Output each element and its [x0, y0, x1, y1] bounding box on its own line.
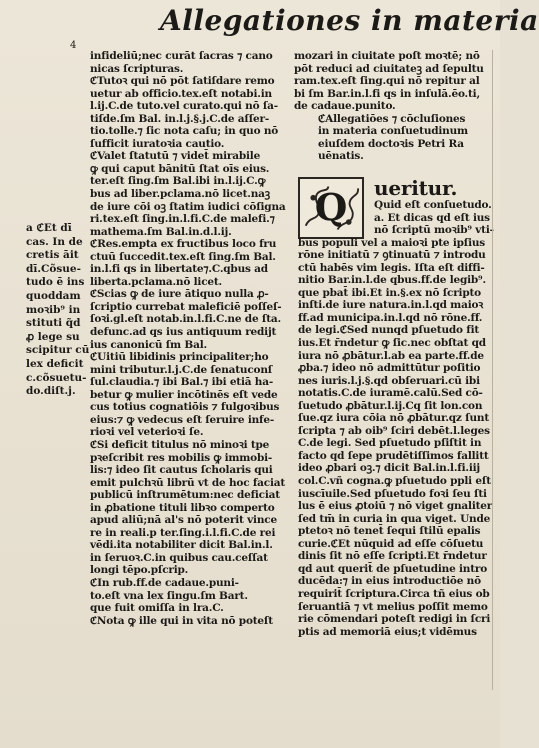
text-line: ueritur.	[374, 176, 458, 200]
section-heading-line: ℭAllegatiōes ⁊ cōcluſiones	[318, 112, 466, 125]
text-line: ℭNota ꝙ ille qui in vita nō poteſt	[90, 614, 273, 627]
margin-note-line: moꝛib⁹ in	[26, 303, 81, 316]
text-line: emit pulchꝛū librū vt de hoc faciat	[90, 476, 286, 489]
text-line: ptetoꝛ nō tenet̄ ſequi ſtilū epalis	[298, 525, 481, 538]
text-line: tiſde.ſm Bal. in.l.j.§.j.C.de aſſer-	[90, 112, 269, 125]
text-line: ſed tm̄ in curia in qua viget. Unde	[298, 512, 491, 525]
text-line: mathema.ſm Bal.in.d.l.ij.	[90, 225, 232, 238]
text-line: in.l.fi qs in libertate⁊.C.qbus ad	[90, 263, 268, 276]
text-line: lus ē eius ꝓtoiū ⁊ nō viget gnaliter	[298, 500, 493, 513]
margin-note-line: ꝓ lege su	[26, 330, 80, 343]
text-line: dinis ſit nō eſſe ſcripti.Et r̄ndetur	[298, 550, 487, 563]
text-line: requirit̄ ſcriptura.Circa tñ eius ob	[298, 587, 490, 600]
text-line: mini tributur.l.j.C.de ſenatuconſ	[90, 363, 273, 376]
text-line: pꝛeſcribit res mobilis ꝙ immobi-	[90, 451, 273, 464]
text-line: bus populi vel a maioꝛi pte ipſius	[298, 236, 486, 249]
text-line: nes iuris.l.j.§.qd obſeruari.cū ibi	[298, 374, 480, 387]
margin-note-line: lex deficit	[26, 357, 84, 370]
text-line: in ſeruoꝛ.C.in quibus cau.ceſſat	[90, 551, 268, 564]
text-line: ſeruantiā ⁊ vt melius poſſit memo	[298, 600, 488, 613]
margin-note-line: quoddam	[26, 289, 81, 302]
text-line: bus ad liber.pclama.nō licet.naꝫ	[90, 188, 270, 201]
text-line: l.ij.C.de tuto.vel curato.qui nō ſa-	[90, 100, 278, 113]
text-line: ſue.qz iura cōia nō ꝓbātur.qz ſunt	[298, 412, 489, 425]
right-body-text	[298, 176, 494, 638]
margin-note-line: cretis āit	[26, 249, 79, 262]
text-line: qd aut querit̄ de pſuetudine intro	[298, 562, 488, 575]
text-line: ℭSi deficit titulus nō minoꝛi tpe	[90, 438, 270, 451]
text-line: ram.tex.eſt ſing.qui nō repitur al	[294, 75, 480, 88]
margin-note	[26, 222, 90, 399]
page-edge-shadow	[486, 50, 493, 690]
text-line: defunc.ad qs ius antiquum redijt	[90, 326, 277, 339]
text-line: ducēda:⁊ in eius introductiōe nō	[298, 575, 481, 588]
margin-note-line: a ℭEt dī	[26, 222, 72, 234]
text-line: notatis.C.de iuramē.calū.Sed cō-	[298, 387, 483, 400]
text-line: re in reali.p ter.ſing.i.l.fi.C.de rei	[90, 526, 276, 539]
text-line: betur ꝙ mulier incōtinēs eſt vede	[90, 388, 278, 401]
text-line: bi ſm Bar.in.l.fi qs in inſulā.ēo.ti,	[294, 87, 480, 100]
margin-note-line: scipitur cū	[26, 344, 90, 357]
svg-text:Q: Q	[314, 185, 348, 230]
text-line: vēdi.ita notabiliter dicit Bal.in.l.	[90, 539, 273, 552]
text-line: iuscīuile.Sed pſuetudo foꝛi ſeu ſti	[298, 487, 487, 500]
margin-note-line: do.diſt.j.	[26, 385, 76, 398]
right-top-text	[294, 50, 490, 163]
text-line: nicas ſcripturas.	[90, 62, 184, 75]
text-line: a. Et dicas qd eſt ius	[374, 211, 490, 224]
left-text-column	[90, 50, 290, 627]
text-line: rōne initiatū ⁊ ꝯtinuatū ⁊ introdu	[298, 249, 486, 262]
text-line: nō ſcriptū moꝛib⁹ vti-	[374, 224, 494, 237]
text-line: ꝓba.⁊ ideo nō admittūtur poſitio	[298, 362, 481, 375]
text-line: C.de legi. Sed pſuetudo pſiſtit in	[298, 437, 482, 450]
text-line: que fuit omiſſa in lra.C.	[90, 602, 224, 615]
text-line: ctuū ſuccedit.tex.eſt ſing.ſm Bal.	[90, 250, 276, 263]
text-line: facto qd ſepe prudētiſſimos fallitt	[298, 449, 489, 462]
text-line: rie cōmendari poteſt redigi in ſcri	[298, 613, 491, 626]
text-line: ſoꝛi.gl.eſt notab.in.l.fi.C.ne de ſta.	[90, 313, 281, 326]
text-line: ꝙ qui caput bānitū ſtat oīs eius.	[90, 162, 270, 175]
text-line: ℭTutoꝛ qui nō pōt ſatiſdare remo	[90, 75, 275, 88]
text-line: ſcripta ⁊ ab oib⁹ ſciri debēt.l.leges	[298, 424, 490, 437]
text-line: rioꝛi vel veterioꝛi ſe.	[90, 426, 204, 439]
text-line: ri.tex.eſt ſing.in.l.fi.C.de malefi.⁊	[90, 213, 275, 226]
section-heading-line: in materia conſuetudinum	[318, 125, 468, 138]
section-heading-line: uēnatis.	[318, 150, 364, 163]
text-line: de legi.ℭSed nunqd pſuetudo fit	[298, 324, 480, 337]
text-line: ſcriptio currebat maleficiē poſſeſ-	[90, 300, 282, 313]
text-line: liberta.pclama.nō licet.	[90, 275, 222, 288]
text-line: infideliū;nec curāt ſacras ⁊ cano	[90, 50, 273, 62]
text-line: nitio Bar.in.l.de qbus.ff.de legib⁹.	[298, 274, 486, 287]
text-line: curie.ℭEt nūquid ad eſſe cōſuetu	[298, 537, 484, 550]
text-line: ℭScias ꝙ de iure ātiquo nulla ꝓ-	[90, 288, 269, 301]
text-line: ſul.claudia.⁊ ibi Bal.⁊ ibi etiā ha-	[90, 376, 273, 389]
text-line: ℭValet ſtatutū ⁊ videt̄ mirabile	[90, 150, 261, 163]
margin-note-line: dī.Cõsue-	[26, 262, 81, 275]
text-line: ptis ad memoriā eius;t vidēmus	[298, 625, 477, 638]
text-line: publicū inſtrumētum:nec deficiat	[90, 489, 280, 502]
text-line: que pbat̄ ibi.Et in.§.ex nō ſcripto	[298, 286, 481, 299]
text-line: ius.Et r̄ndetur ꝙ ſic.nec obſtat qd	[298, 337, 486, 350]
text-line: ℭUitiū libidinis principaliter;ho	[90, 351, 269, 364]
margin-note-line: cas. In de	[26, 235, 83, 248]
text-line: mozari in ciuitate poſt moꝛtē; nō	[294, 50, 480, 62]
text-line: iura nō ꝓbātur.l.ab ea parte.ff.de	[298, 349, 484, 362]
text-line: Quid eſt conſuetudo.	[374, 199, 492, 211]
text-line: ter.eſt ſing.ſm Bal.ibi in.l.ij.C.ꝙ	[90, 175, 266, 188]
text-line: eius:⁊ ꝙ vedecus eſt ſeruire infe-	[90, 413, 274, 426]
text-line: apud aliū;nā al's nō poterit vince	[90, 514, 277, 527]
text-line: uetur ab officio.tex.eſt notabi.in	[90, 87, 272, 100]
text-line: in ꝓbatione tituli libꝛo comperto	[90, 501, 275, 514]
text-line: ſufficit iuratoꝛia cautio.	[90, 137, 225, 150]
text-line: col.C.vñ cogna.ꝙ pſuetudo ppli eſt	[298, 475, 491, 488]
margin-note-line: stituti q̃d	[26, 317, 81, 330]
folio-mark: 4	[70, 40, 77, 51]
text-line: to.eſt vna lex ſingu.ſm Bart.	[90, 589, 248, 602]
text-line: lis:⁊ ideo ſit cautus ſcholaris qui	[90, 464, 273, 477]
text-line: ſuetudo ꝓbātur.l.ij.Cq ſit lon.con	[298, 399, 483, 412]
text-line: ff.ad municipa.in.l.qd nō rōne.ff.	[298, 311, 483, 324]
text-line: tio.tolle.⁊ ſic nota caſu; in quo nō	[90, 125, 279, 138]
text-line: pōt reduci ad ciuitateꝫ ad ſepultu	[294, 62, 484, 75]
text-line: ℭRes.empta ex fructibus loco fru	[90, 238, 277, 251]
text-line: ℭIn rub.ff.de cadaue.puni-	[90, 576, 239, 589]
margin-note-line: tudo ē ins	[26, 276, 85, 289]
section-heading-line: eiuſdem doctoꝛis Petri Ra	[318, 137, 464, 150]
text-line: ctū habēs vim legis. Iſta eſt diffi-	[298, 261, 485, 274]
margin-note-line: c.cõsuetu-	[26, 371, 87, 384]
text-line: inſti.de iure natura.in.l.qd maioꝛ	[298, 299, 484, 312]
text-line: ius canonicū ſm Bal.	[90, 338, 207, 351]
running-header: Allegationes in materia	[160, 4, 539, 37]
text-line: longi tēpo.pſcrip.	[90, 564, 189, 577]
text-line: de cadaue.punito.	[294, 100, 396, 113]
text-line: de iure cōi oꝫ ſtatim iudici cōſigna	[90, 200, 286, 213]
text-line: cus totius cognatiōis ⁊ fulgoꝛibus	[90, 401, 280, 414]
text-line: ideo ꝓbari oꝫ.⁊ dicit Bal.in.l.fi.iij	[298, 462, 481, 475]
